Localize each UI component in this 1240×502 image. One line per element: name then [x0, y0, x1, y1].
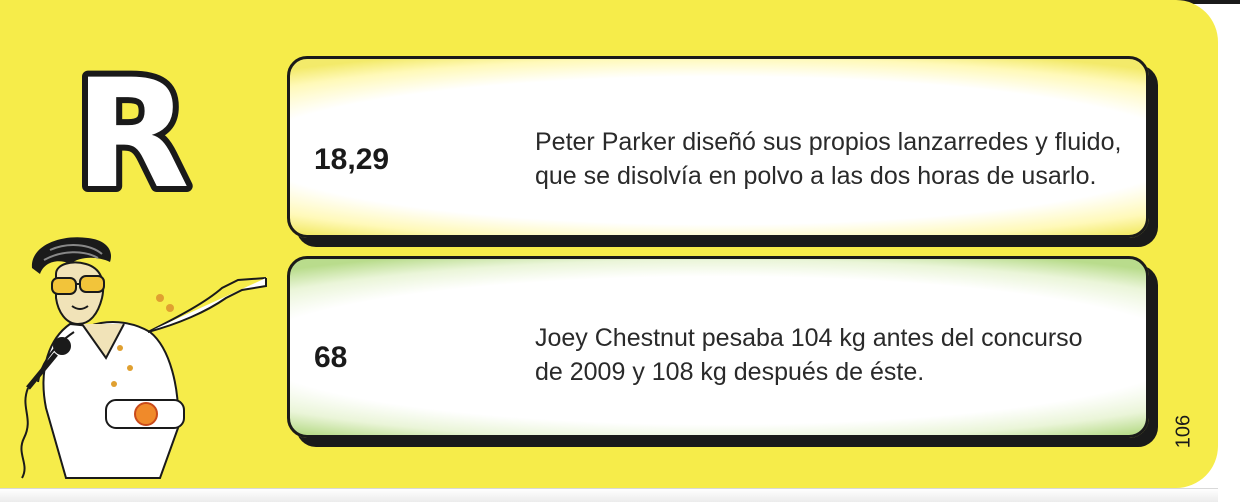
fact-panel-2	[287, 256, 1149, 438]
fact-number-1: 18,29	[314, 143, 390, 176]
fact-number-2: 68	[314, 341, 348, 374]
fact-text-2-line2: de 2009 y 108 kg después de éste.	[535, 358, 925, 386]
fact-text-1-line1: Peter Parker diseñó sus propios lanzarredes y fluido,	[535, 128, 1122, 156]
card-letter	[64, 54, 204, 214]
page-number: 106	[1172, 414, 1195, 449]
elvis-singer-icon	[10, 228, 270, 488]
fact-panel-1	[287, 56, 1149, 238]
card-letter-text: R	[74, 54, 190, 214]
next-card-edge	[0, 488, 1218, 502]
fact-text-2-line1: Joey Chestnut pesaba 104 kg antes del concurso	[535, 324, 1083, 352]
fact-text-1-line2: que se disolvía en polvo a las dos horas de usarlo.	[535, 162, 1097, 190]
fact-text-1	[535, 125, 1135, 193]
fact-text-2	[535, 321, 1135, 389]
